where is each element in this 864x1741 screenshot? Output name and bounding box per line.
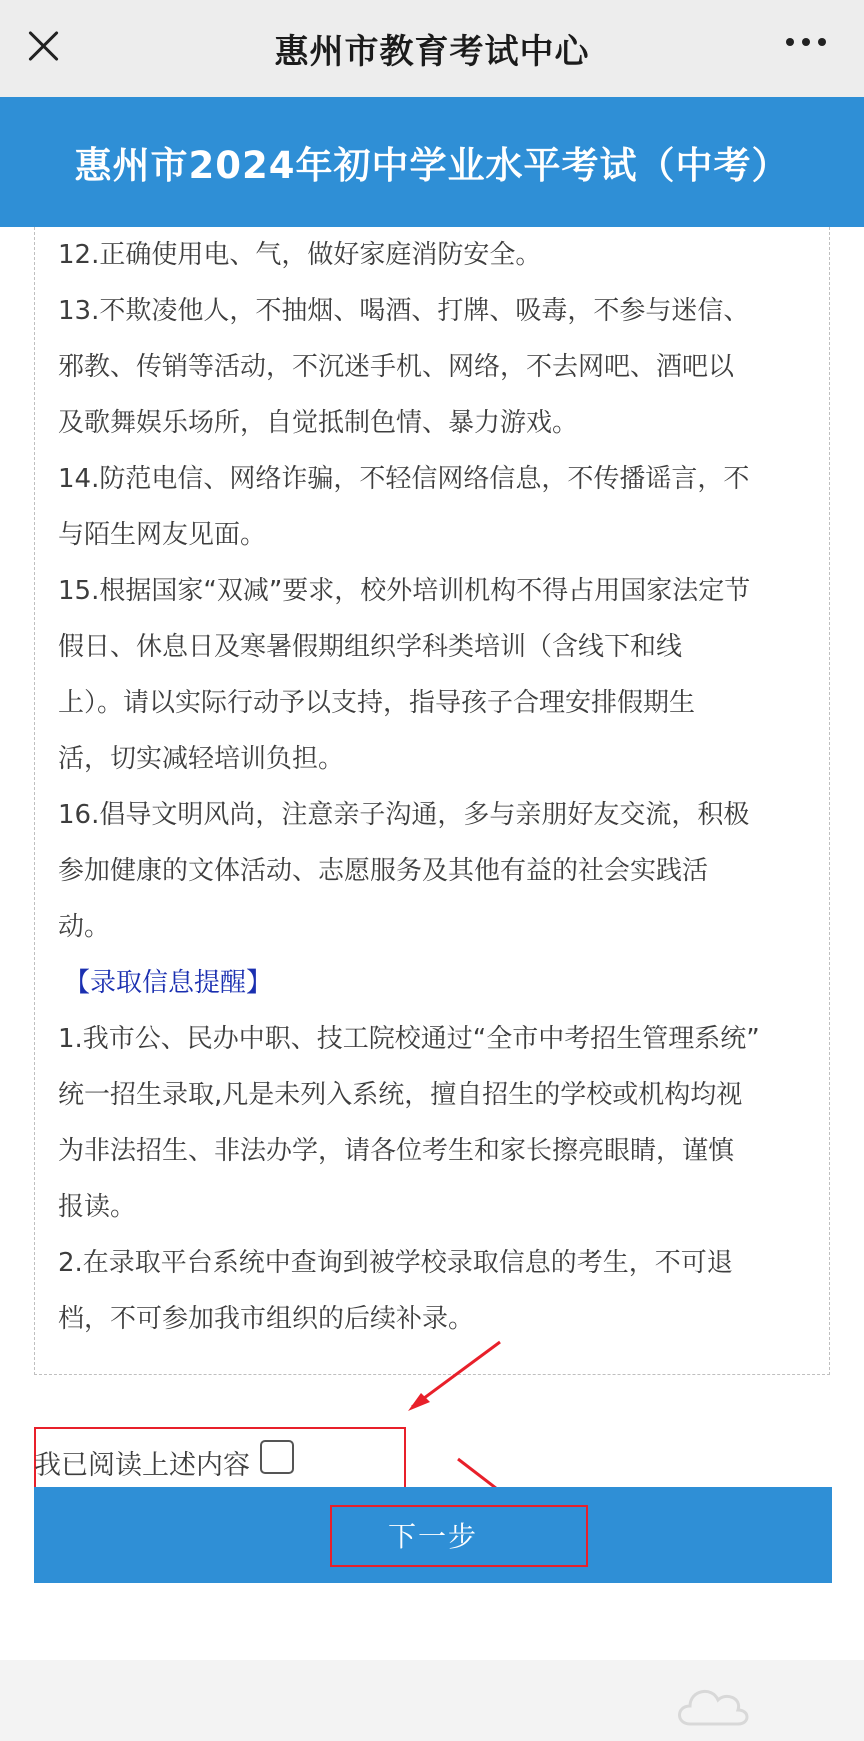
notice-line: 14.防范电信、网络诈骗，不轻信网络信息，不传播谣言，不 bbox=[58, 464, 750, 494]
next-step-label: 下一步 bbox=[387, 1520, 478, 1553]
notice-line: 与陌生网友见面。 bbox=[58, 520, 267, 550]
close-icon[interactable] bbox=[26, 28, 60, 62]
notice-line: 假日、休息日及寒暑假期组织学科类培训（含线下和线 bbox=[58, 632, 683, 662]
notice-line: 上）。请以实际行动予以支持，指导孩子合理安排假期生 bbox=[58, 688, 696, 718]
notice-line: 参加健康的文体活动、志愿服务及其他有益的社会实践活 bbox=[58, 856, 709, 886]
section-line: 2.在录取平台系统中查询到被学校录取信息的考生，不可退 bbox=[58, 1248, 733, 1278]
more-dot bbox=[786, 38, 794, 46]
notice-line: 及歌舞娱乐场所，自觉抵制色情、暴力游戏。 bbox=[58, 408, 579, 438]
notice-line: 16.倡导文明风尚，注意亲子沟通，多与亲朋好友交流，积极 bbox=[58, 800, 750, 830]
page-header bbox=[0, 97, 864, 227]
more-dot bbox=[818, 38, 826, 46]
section-line: 1.我市公、民办中职、技工院校通过“全市中考招生管理系统” bbox=[58, 1024, 760, 1054]
section-title: 【录取信息提醒】 bbox=[64, 968, 273, 998]
agree-checkbox[interactable] bbox=[260, 1440, 294, 1474]
agree-row[interactable] bbox=[34, 1443, 294, 1482]
section-line: 为非法招生、非法办学，请各位考生和家长擦亮眼睛，谨慎 bbox=[58, 1136, 735, 1166]
notice-line: 12.正确使用电、气，做好家庭消防安全。 bbox=[58, 240, 542, 270]
annotation-arrowhead bbox=[408, 1393, 430, 1411]
more-icon[interactable] bbox=[786, 38, 826, 46]
section-line: 统一招生录取,凡是未列入系统，擅自招生的学校或机构均视 bbox=[58, 1080, 743, 1110]
notice-line: 邪教、传销等活动，不沉迷手机、网络，不去网吧、酒吧以 bbox=[58, 352, 735, 382]
notice-line: 活，切实减轻培训负担。 bbox=[58, 744, 345, 774]
more-dot bbox=[802, 38, 810, 46]
navbar bbox=[0, 0, 864, 97]
notice-text bbox=[58, 227, 808, 1347]
annotation-box-next bbox=[330, 1505, 588, 1567]
cloud-icon bbox=[672, 1680, 752, 1730]
section-line: 档，不可参加我市组织的后续补录。 bbox=[58, 1304, 475, 1334]
notice-line: 13.不欺凌他人，不抽烟、喝酒、打牌、吸毒，不参与迷信、 bbox=[58, 296, 750, 326]
notice-line: 动。 bbox=[58, 912, 111, 942]
content-area bbox=[0, 227, 864, 1660]
notice-line: 15.根据国家“双减”要求，校外培训机构不得占用国家法定节 bbox=[58, 576, 751, 606]
agree-label: 我已阅读上述内容 bbox=[34, 1450, 250, 1481]
navbar-title: 惠州市教育考试中心 bbox=[274, 32, 590, 72]
section-line: 报读。 bbox=[58, 1192, 137, 1222]
page-title: 惠州市2024年初中学业水平考试（中考） bbox=[74, 144, 790, 187]
